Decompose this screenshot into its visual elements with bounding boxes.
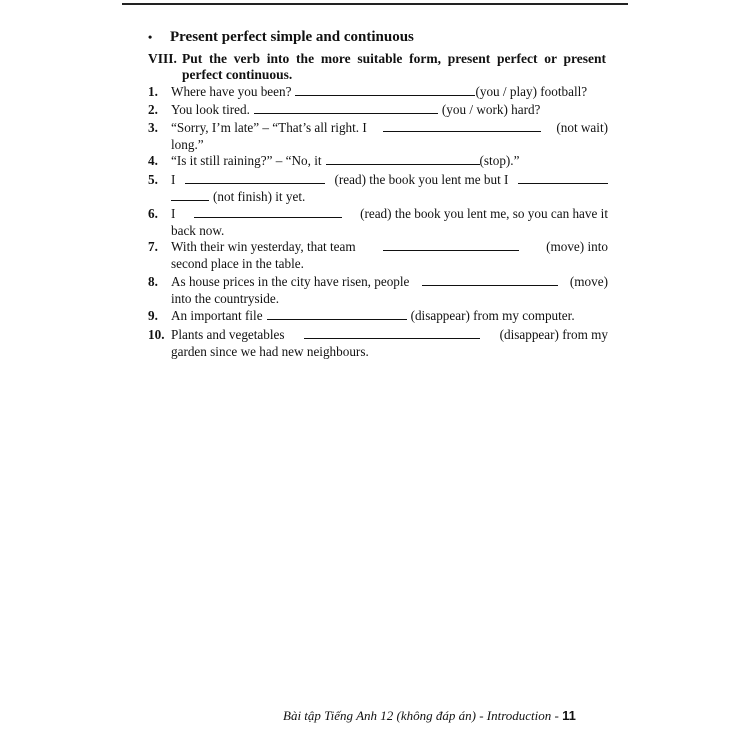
answer-blank[interactable] (185, 172, 325, 184)
item-text: “Is it still raining?” – “No, it (171, 153, 322, 168)
top-rule (122, 3, 628, 5)
item-number: 10. (148, 327, 165, 342)
item-text: long.” (171, 136, 204, 152)
answer-blank[interactable] (383, 239, 519, 251)
page-footer (283, 708, 576, 724)
item-text: I (171, 172, 176, 187)
item-text: As house prices in the city have risen, people (171, 274, 410, 289)
item-text: (read) the book you lent me but I (334, 172, 509, 187)
item-number: 6. (148, 206, 158, 221)
answer-blank[interactable] (171, 189, 209, 201)
item-text: I (171, 206, 176, 221)
item-text: (move) into (546, 239, 608, 254)
item-text: (stop).” (479, 153, 520, 168)
bullet-icon: • (148, 30, 153, 44)
section-heading (148, 29, 414, 46)
item-text: into the countryside. (171, 290, 280, 306)
item-number: 7. (148, 239, 158, 254)
answer-blank[interactable] (194, 206, 342, 218)
item-text: With their win yesterday, that team (171, 239, 356, 254)
item-text: back now. (171, 222, 225, 238)
item-text: You look tired. (171, 102, 250, 117)
item-text: (read) the book you lent me, so you can have it (360, 206, 608, 221)
answer-blank[interactable] (295, 84, 475, 96)
item-text: (not finish) it yet. (213, 188, 306, 204)
answer-blank[interactable] (518, 172, 608, 184)
item-number: 5. (148, 172, 158, 187)
answer-blank[interactable] (267, 308, 407, 320)
item-number: 4. (148, 153, 158, 168)
item-text: (you / play) football? (475, 84, 588, 99)
answer-blank[interactable] (383, 120, 541, 132)
section-title: Present perfect simple and continuous (170, 29, 414, 45)
item-text: Where have you been? (171, 84, 292, 99)
instruction-line-1: Put the verb into the more suitable form, present perfect or present (182, 51, 606, 66)
item-text: second place in the table. (171, 255, 304, 271)
item-text: garden since we had new neighbours. (171, 343, 369, 359)
footer-text: Bài tập Tiếng Anh 12 (không đáp án) - Introduction - (283, 708, 563, 723)
answer-blank[interactable] (422, 274, 558, 286)
instruction-line-2: perfect continuous. (182, 67, 293, 82)
item-text: (you / work) hard? (441, 102, 541, 117)
item-number: 9. (148, 308, 158, 323)
item-text: (disappear) from my (499, 327, 608, 342)
item-number: 1. (148, 84, 158, 99)
item-number: 3. (148, 120, 158, 135)
item-text: “Sorry, I’m late” – “That’s all right. I (171, 120, 367, 135)
page-number: 11 (562, 708, 576, 723)
item-text: (disappear) from my computer. (410, 308, 575, 323)
item-number: 8. (148, 274, 158, 289)
answer-blank[interactable] (254, 102, 438, 114)
item-number: 2. (148, 102, 158, 117)
answer-blank[interactable] (326, 153, 480, 165)
exercise-number: VIII. (148, 51, 177, 66)
answer-blank[interactable] (304, 327, 480, 339)
item-text: (move) (569, 274, 608, 289)
item-text: An important file (171, 308, 263, 323)
item-text: (not wait) (556, 120, 608, 135)
item-text: Plants and vegetables (171, 327, 285, 342)
